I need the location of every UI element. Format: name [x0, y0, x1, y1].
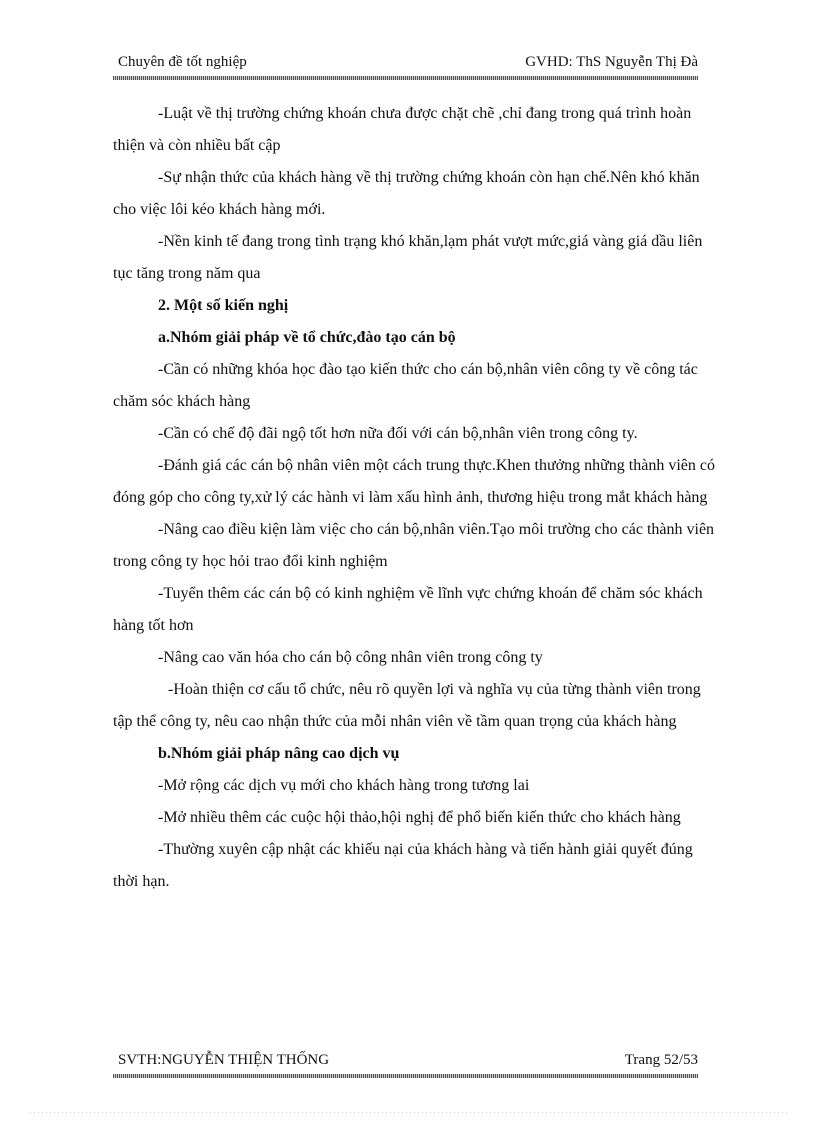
paragraph: -Cần có những khóa học đào tạo kiến thức cho cán bộ,nhân viên công ty về công tác chăm sóc khách hàng: [113, 361, 698, 410]
paragraph: -Nâng cao điều kiện làm việc cho cán bộ,nhân viên.Tạo môi trường cho các thành viên trong công ty học hỏi trao đổi kinh nghiệm: [113, 521, 715, 570]
paragraph: -Tuyển thêm các cán bộ có kinh nghiệm về lĩnh vực chứng khoán để chăm sóc khách hàng tốt hơn: [113, 585, 703, 634]
subsection-heading: a.Nhóm giải pháp về tổ chức,đào tạo cán bộ: [158, 329, 456, 346]
page-footer: [113, 1052, 698, 1074]
footer-author: SVTH:NGUYỄN THIỆN THỐNG: [118, 1052, 330, 1068]
page-header: [113, 52, 698, 76]
paragraph: -Sự nhận thức của khách hàng về thị trường chứng khoán còn hạn chế.Nên khó khăn cho việc lôi kéo khách hàng mới.: [113, 169, 700, 218]
section-heading: 2. Một số kiến nghị: [158, 297, 289, 314]
page-bottom-dotted-line: [30, 1112, 790, 1113]
document-body: [113, 98, 717, 898]
paragraph: -Luật về thị trường chứng khoán chưa được chặt chẽ ,chỉ đang trong quá trình hoàn thiện và còn nhiều bất cập: [113, 105, 692, 154]
paragraph: -Đánh giá các cán bộ nhân viên một cách trung thực.Khen thưởng những thành viên có đóng góp cho công ty,xử lý các hành vi làm xấu hình ảnh, thương hiệu trong mắt khách hàng: [113, 457, 715, 506]
header-rule: [113, 76, 698, 80]
header-advisor: GVHD: ThS Nguyễn Thị Đà: [525, 54, 698, 70]
paragraph: -Cần có chế độ đãi ngộ tốt hơn nữa đối với cán bộ,nhân viên trong công ty.: [158, 425, 638, 442]
paragraph: -Nâng cao văn hóa cho cán bộ công nhân viên trong công ty: [158, 649, 543, 666]
paragraph: -Nền kinh tế đang trong tình trạng khó khăn,lạm phát vượt mức,giá vàng giá dầu liên tục tăng trong năm qua: [113, 233, 703, 282]
subsection-heading: b.Nhóm giải pháp nâng cao dịch vụ: [158, 745, 400, 762]
paragraph: -Hoàn thiện cơ cấu tổ chức, nêu rõ quyền lợi và nghĩa vụ của từng thành viên trong tập thể công ty, nêu cao nhận thức của mỗi nhân viên về tầm quan trọng của khách hàng: [113, 681, 701, 730]
footer-rule: [113, 1074, 698, 1078]
page-number: Trang 52/53: [624, 1052, 698, 1068]
paragraph: -Mở rộng các dịch vụ mới cho khách hàng trong tương lai: [158, 777, 530, 794]
paragraph: -Thường xuyên cập nhật các khiếu nại của khách hàng và tiến hành giải quyết đúng thời hạn.: [113, 841, 693, 890]
paragraph: -Mở nhiều thêm các cuộc hội thảo,hội nghị để phổ biến kiến thức cho khách hàng: [158, 809, 681, 826]
header-title: Chuyên đề tốt nghiệp: [118, 54, 247, 70]
